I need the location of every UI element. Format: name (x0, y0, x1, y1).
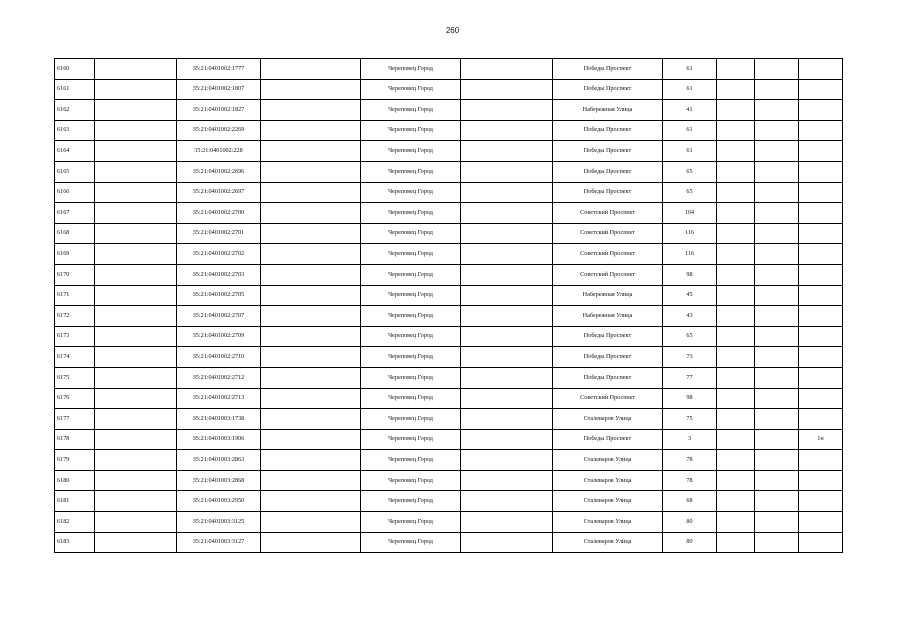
cell-empty (261, 347, 361, 368)
table-row (55, 79, 843, 100)
cell-house-number: 77 (663, 367, 717, 388)
cell-empty (95, 491, 177, 512)
cell-empty (461, 120, 553, 141)
cell-premises-number (799, 141, 843, 162)
table-row (55, 141, 843, 162)
cell-empty (261, 532, 361, 553)
table-row (55, 182, 843, 203)
cell-empty (755, 79, 799, 100)
cell-premises-number (799, 203, 843, 224)
table-row (55, 285, 843, 306)
cell-street: Победы Проспект (553, 141, 663, 162)
cell-street: Сталеваров Улица (553, 450, 663, 471)
cell-empty (95, 100, 177, 121)
cell-empty (261, 326, 361, 347)
cell-city: Череповец Город (361, 306, 461, 327)
cell-city: Череповец Город (361, 264, 461, 285)
cell-street: Сталеваров Улица (553, 532, 663, 553)
table-row (55, 264, 843, 285)
cell-cadastral-number: 35:21:0401003:2868 (177, 470, 261, 491)
cell-empty (95, 450, 177, 471)
cell-empty (95, 161, 177, 182)
cell-city: Череповец Город (361, 223, 461, 244)
cell-premises-number (799, 470, 843, 491)
cell-record-number: 6183 (55, 532, 95, 553)
cell-cadastral-number: 35:21:0401003:2950 (177, 491, 261, 512)
cell-empty (95, 306, 177, 327)
cell-premises-number (799, 79, 843, 100)
cell-empty (717, 182, 755, 203)
cell-empty (95, 532, 177, 553)
cell-empty (755, 306, 799, 327)
cell-empty (755, 120, 799, 141)
cell-empty (755, 161, 799, 182)
cell-empty (461, 285, 553, 306)
table-row (55, 326, 843, 347)
table-row (55, 388, 843, 409)
cell-cadastral-number: 35:21:0401002:2701 (177, 223, 261, 244)
cell-house-number: 98 (663, 388, 717, 409)
cell-empty (95, 264, 177, 285)
cell-empty (95, 388, 177, 409)
cell-empty (717, 450, 755, 471)
cell-house-number: 80 (663, 532, 717, 553)
cell-premises-number (799, 450, 843, 471)
cell-house-number: 78 (663, 450, 717, 471)
cell-empty (461, 244, 553, 265)
cell-premises-number (799, 120, 843, 141)
cell-cadastral-number: 35:21:0401002:2703 (177, 264, 261, 285)
cell-premises-number (799, 491, 843, 512)
cell-empty (461, 450, 553, 471)
cell-house-number: 61 (663, 59, 717, 80)
cell-house-number: 61 (663, 79, 717, 100)
cell-empty (95, 120, 177, 141)
cell-record-number: 6165 (55, 161, 95, 182)
cell-cadastral-number: 35:21:0401003:3127 (177, 532, 261, 553)
cell-cadastral-number: 35:21:0401003:1906 (177, 429, 261, 450)
cell-cadastral-number: 35:21:0401003:1738 (177, 409, 261, 430)
cell-record-number: 6172 (55, 306, 95, 327)
cell-city: Череповец Город (361, 388, 461, 409)
cell-city: Череповец Город (361, 347, 461, 368)
cell-empty (261, 491, 361, 512)
cell-record-number: 6164 (55, 141, 95, 162)
cell-empty (461, 367, 553, 388)
cell-city: Череповец Город (361, 532, 461, 553)
cell-record-number: 6161 (55, 79, 95, 100)
cell-cadastral-number: 35:21:0401002:2713 (177, 388, 261, 409)
cell-street: Набережная Улица (553, 285, 663, 306)
cell-street: Победы Проспект (553, 59, 663, 80)
cell-record-number: 6181 (55, 491, 95, 512)
cell-empty (717, 306, 755, 327)
cell-empty (461, 491, 553, 512)
cell-empty (261, 450, 361, 471)
cell-empty (461, 59, 553, 80)
cell-cadastral-number: 35:21:0401002:1807 (177, 79, 261, 100)
cell-street: Победы Проспект (553, 367, 663, 388)
cell-empty (755, 141, 799, 162)
cell-cadastral-number: 35:21:0401002:2696 (177, 161, 261, 182)
cell-empty (461, 141, 553, 162)
cell-record-number: 6179 (55, 450, 95, 471)
cell-empty (261, 244, 361, 265)
cell-empty (461, 79, 553, 100)
table-row (55, 59, 843, 80)
cell-empty (95, 203, 177, 224)
cell-city: Череповец Город (361, 450, 461, 471)
cell-record-number: 6171 (55, 285, 95, 306)
cell-empty (717, 512, 755, 533)
cell-empty (755, 491, 799, 512)
cell-house-number: 116 (663, 244, 717, 265)
table-row (55, 532, 843, 553)
cell-empty (461, 264, 553, 285)
cell-cadastral-number: 35:21:0401002:2707 (177, 306, 261, 327)
cell-empty (461, 388, 553, 409)
cell-city: Череповец Город (361, 203, 461, 224)
cell-empty (261, 306, 361, 327)
cell-cadastral-number: 35:21:0401002:228 (177, 141, 261, 162)
cell-empty (461, 306, 553, 327)
cell-cadastral-number: 35:21:0401002:2700 (177, 203, 261, 224)
cell-empty (717, 244, 755, 265)
cell-city: Череповец Город (361, 161, 461, 182)
cell-empty (755, 182, 799, 203)
cell-street: Советский Проспект (553, 203, 663, 224)
cell-house-number: 61 (663, 141, 717, 162)
cell-empty (717, 100, 755, 121)
cell-cadastral-number: 35:21:0401002:2710 (177, 347, 261, 368)
table-row (55, 429, 843, 450)
table-row (55, 409, 843, 430)
cell-city: Череповец Город (361, 367, 461, 388)
cell-record-number: 6162 (55, 100, 95, 121)
cell-premises-number: 1н (799, 429, 843, 450)
cell-house-number: 78 (663, 470, 717, 491)
cell-empty (755, 203, 799, 224)
cell-empty (461, 470, 553, 491)
cell-street: Набережная Улица (553, 100, 663, 121)
cell-empty (461, 326, 553, 347)
cell-empty (261, 470, 361, 491)
cell-empty (95, 470, 177, 491)
cell-empty (95, 223, 177, 244)
cell-empty (461, 409, 553, 430)
cell-empty (461, 182, 553, 203)
cell-empty (95, 79, 177, 100)
cell-street: Сталеваров Улица (553, 409, 663, 430)
cell-empty (261, 223, 361, 244)
cell-city: Череповец Город (361, 141, 461, 162)
cell-record-number: 6180 (55, 470, 95, 491)
cell-street: Победы Проспект (553, 429, 663, 450)
cell-cadastral-number: 35:21:0401002:2705 (177, 285, 261, 306)
cell-house-number: 65 (663, 182, 717, 203)
cell-street: Победы Проспект (553, 161, 663, 182)
table-row (55, 367, 843, 388)
cell-house-number: 65 (663, 161, 717, 182)
cell-city: Череповец Город (361, 512, 461, 533)
cell-record-number: 6173 (55, 326, 95, 347)
cell-premises-number (799, 264, 843, 285)
cell-empty (717, 264, 755, 285)
cell-cadastral-number: 35:21:0401002:1827 (177, 100, 261, 121)
cell-record-number: 6175 (55, 367, 95, 388)
table-row (55, 244, 843, 265)
cell-street: Советский Проспект (553, 223, 663, 244)
cell-premises-number (799, 244, 843, 265)
cell-empty (717, 59, 755, 80)
cell-empty (461, 161, 553, 182)
cell-empty (95, 512, 177, 533)
table-row (55, 120, 843, 141)
cell-empty (755, 470, 799, 491)
cell-empty (717, 409, 755, 430)
cell-house-number: 3 (663, 429, 717, 450)
cell-empty (755, 326, 799, 347)
cell-house-number: 104 (663, 203, 717, 224)
cell-empty (717, 203, 755, 224)
cell-premises-number (799, 409, 843, 430)
cell-record-number: 6160 (55, 59, 95, 80)
registry-table (54, 58, 843, 553)
cell-street: Сталеваров Улица (553, 470, 663, 491)
cell-empty (95, 326, 177, 347)
cell-city: Череповец Город (361, 100, 461, 121)
cell-empty (717, 326, 755, 347)
cell-empty (95, 429, 177, 450)
table-row (55, 450, 843, 471)
cell-street: Победы Проспект (553, 347, 663, 368)
cell-cadastral-number: 35:21:0401002:2702 (177, 244, 261, 265)
cell-street: Победы Проспект (553, 326, 663, 347)
table-row (55, 223, 843, 244)
cell-city: Череповец Город (361, 182, 461, 203)
cell-empty (755, 59, 799, 80)
cell-premises-number (799, 532, 843, 553)
cell-empty (717, 79, 755, 100)
cell-empty (717, 285, 755, 306)
cell-cadastral-number: 35:21:0401002:2712 (177, 367, 261, 388)
cell-house-number: 75 (663, 409, 717, 430)
table-row (55, 203, 843, 224)
cell-cadastral-number: 35:21:0401003:3125 (177, 512, 261, 533)
cell-empty (717, 491, 755, 512)
cell-empty (261, 182, 361, 203)
cell-city: Череповец Город (361, 285, 461, 306)
cell-empty (755, 264, 799, 285)
cell-empty (717, 429, 755, 450)
cell-empty (717, 161, 755, 182)
cell-empty (717, 141, 755, 162)
cell-record-number: 6166 (55, 182, 95, 203)
cell-premises-number (799, 512, 843, 533)
cell-record-number: 6182 (55, 512, 95, 533)
cell-record-number: 6168 (55, 223, 95, 244)
cell-empty (755, 244, 799, 265)
cell-empty (261, 285, 361, 306)
cell-empty (755, 388, 799, 409)
table-row (55, 100, 843, 121)
table-row (55, 491, 843, 512)
cell-street: Набережная Улица (553, 306, 663, 327)
table-row (55, 306, 843, 327)
cell-empty (717, 388, 755, 409)
cell-empty (755, 367, 799, 388)
cell-premises-number (799, 306, 843, 327)
cell-empty (261, 79, 361, 100)
cell-street: Советский Проспект (553, 388, 663, 409)
cell-record-number: 6176 (55, 388, 95, 409)
cell-empty (461, 512, 553, 533)
cell-house-number: 68 (663, 491, 717, 512)
cell-empty (717, 367, 755, 388)
cell-record-number: 6177 (55, 409, 95, 430)
page-number: 260 (445, 26, 460, 35)
cell-premises-number (799, 223, 843, 244)
cell-record-number: 6170 (55, 264, 95, 285)
cell-premises-number (799, 285, 843, 306)
cell-record-number: 6178 (55, 429, 95, 450)
cell-street: Победы Проспект (553, 182, 663, 203)
cell-street: Советский Проспект (553, 244, 663, 265)
table-row (55, 347, 843, 368)
cell-city: Череповец Город (361, 244, 461, 265)
table-row (55, 470, 843, 491)
cell-cadastral-number: 35:21:0401002:2709 (177, 326, 261, 347)
cell-empty (755, 285, 799, 306)
cell-cadastral-number: 35:21:0401003:2863 (177, 450, 261, 471)
cell-empty (261, 141, 361, 162)
cell-empty (755, 347, 799, 368)
cell-street: Победы Проспект (553, 120, 663, 141)
cell-cadastral-number: 35:21:0401002:1777 (177, 59, 261, 80)
cell-premises-number (799, 182, 843, 203)
cell-premises-number (799, 59, 843, 80)
cell-house-number: 116 (663, 223, 717, 244)
cell-street: Сталеваров Улица (553, 491, 663, 512)
cell-street: Сталеваров Улица (553, 512, 663, 533)
table-row (55, 512, 843, 533)
cell-city: Череповец Город (361, 429, 461, 450)
cell-empty (261, 429, 361, 450)
cell-empty (461, 223, 553, 244)
cell-city: Череповец Город (361, 120, 461, 141)
cell-empty (755, 429, 799, 450)
cell-empty (755, 223, 799, 244)
cell-premises-number (799, 100, 843, 121)
cell-house-number: 65 (663, 326, 717, 347)
cell-empty (95, 285, 177, 306)
cell-house-number: 61 (663, 120, 717, 141)
cell-empty (261, 120, 361, 141)
cell-empty (261, 100, 361, 121)
cell-city: Череповец Город (361, 409, 461, 430)
cell-empty (461, 532, 553, 553)
cell-street: Советский Проспект (553, 264, 663, 285)
cell-empty (461, 429, 553, 450)
cell-empty (261, 264, 361, 285)
cell-premises-number (799, 161, 843, 182)
cell-empty (95, 244, 177, 265)
cell-empty (717, 347, 755, 368)
cell-city: Череповец Город (361, 79, 461, 100)
cell-house-number: 45 (663, 285, 717, 306)
cell-empty (261, 409, 361, 430)
cell-premises-number (799, 347, 843, 368)
cell-empty (95, 141, 177, 162)
cell-empty (261, 388, 361, 409)
cell-empty (755, 409, 799, 430)
cell-premises-number (799, 367, 843, 388)
table-row (55, 161, 843, 182)
cell-house-number: 73 (663, 347, 717, 368)
cell-record-number: 6163 (55, 120, 95, 141)
cell-empty (261, 367, 361, 388)
cell-empty (717, 223, 755, 244)
cell-city: Череповец Город (361, 470, 461, 491)
cell-record-number: 6167 (55, 203, 95, 224)
cell-empty (461, 100, 553, 121)
cell-empty (755, 450, 799, 471)
cell-record-number: 6169 (55, 244, 95, 265)
cell-empty (95, 182, 177, 203)
cell-cadastral-number: 35:21:0401002:2269 (177, 120, 261, 141)
cell-house-number: 41 (663, 100, 717, 121)
cell-city: Череповец Город (361, 326, 461, 347)
cell-empty (461, 203, 553, 224)
cell-empty (95, 367, 177, 388)
cell-empty (717, 120, 755, 141)
cell-city: Череповец Город (361, 59, 461, 80)
cell-empty (261, 512, 361, 533)
cell-house-number: 98 (663, 264, 717, 285)
cell-empty (95, 59, 177, 80)
cell-record-number: 6174 (55, 347, 95, 368)
cell-street: Победы Проспект (553, 79, 663, 100)
cell-house-number: 80 (663, 512, 717, 533)
cell-empty (755, 532, 799, 553)
cell-house-number: 43 (663, 306, 717, 327)
cell-empty (755, 100, 799, 121)
cell-cadastral-number: 35:21:0401002:2697 (177, 182, 261, 203)
cell-empty (755, 512, 799, 533)
cell-empty (717, 470, 755, 491)
cell-premises-number (799, 388, 843, 409)
cell-empty (95, 409, 177, 430)
cell-empty (261, 161, 361, 182)
cell-premises-number (799, 326, 843, 347)
cell-empty (717, 532, 755, 553)
cell-empty (261, 59, 361, 80)
cell-empty (95, 347, 177, 368)
cell-empty (261, 203, 361, 224)
table-body (55, 59, 843, 553)
cell-city: Череповец Город (361, 491, 461, 512)
cell-empty (461, 347, 553, 368)
